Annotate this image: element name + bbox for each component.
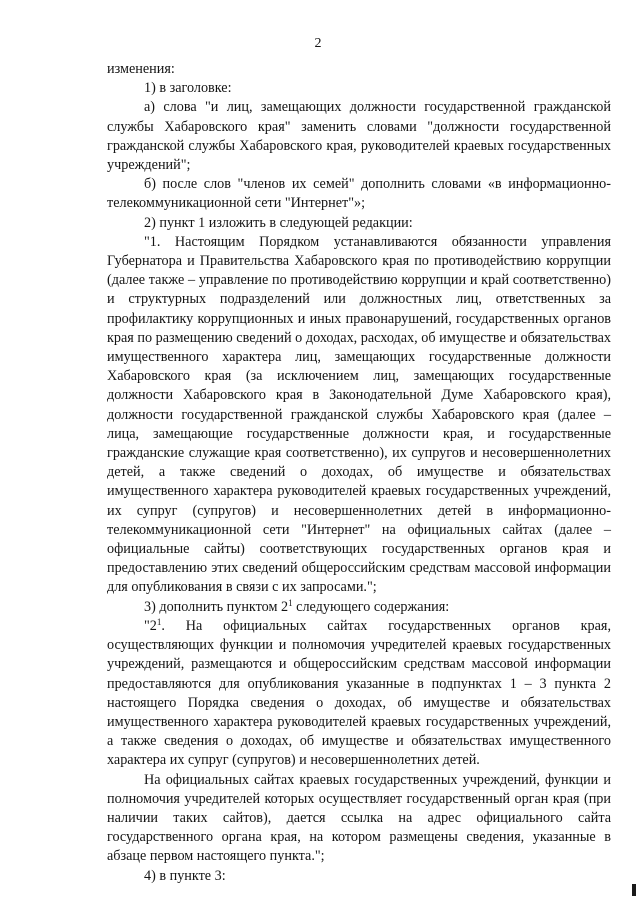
paragraph-text-tail: следующего содержания:	[292, 598, 450, 615]
paragraph-text: 4) в пункте 3:	[144, 867, 226, 884]
paragraph-text: 1) в заголовке:	[144, 80, 232, 97]
page-number: 2	[314, 36, 322, 51]
paragraph-point-1-text	[107, 233, 611, 598]
paragraph-item-4	[107, 867, 611, 886]
paragraph-item-1	[107, 79, 611, 98]
paragraph-text: б) после слов "членов их семей" дополнить словами «в информационно-телекоммуникационной сети "Интернет"»;	[107, 176, 611, 212]
paragraph-item-2	[107, 214, 611, 233]
paragraph-item-3	[107, 598, 611, 617]
document-body	[107, 60, 611, 886]
paragraph-text: а) слова "и лиц, замещающих должности государственной гражданской службы Хабаровского края" заменить словами "должности государственной гражданской службы Хабаровского края, руководителей краевых государственных учреждений";	[107, 99, 611, 174]
paragraph-text: 2) пункт 1 изложить в следующей редакции:	[144, 214, 413, 231]
paragraph-point-2-1-text	[107, 617, 611, 771]
paragraph-text-tail: . На официальных сайтах государственных органов края, осуществляющих функции и полномочия учредителей краевых государственных учреждений, размещаются и общероссийским средствам массовой информации предоставляются для опубликования указанные в подпунктах 1 – 3 пункта 2 настоящего Порядка сведения о доходах, об имуществе и обязательствах имущественного характера руководителей краевых государственных учреждений, а также сведения о доходах, об имуществе и обязательствах имущественного характера их супруг (супругов) и несовершеннолетних детей.	[107, 617, 611, 769]
paragraph-text: "1. Настоящим Порядком устанавливаются обязанности управления Губернатора и Правительства Хабаровского края по противодействию коррупции (далее также – управление по противодействию коррупции и край соответственно) и структурных подразделений или должностных лиц, ответственных за профилактику коррупционных и иных правонарушений, государственных органов края по размещению сведений о доходах, расходах, об имуществе и обязательствах имущественного характера лиц, замещающих государственные должности Хабаровского края (за исключением лиц, замещающих государственные должности Хабаровского края в Законодательной Думе Хабаровского края), должности государственной гражданской службы Хабаровского края (далее – лица, замещающие государственные должности края, и государственные гражданские служащие края соответственно), их супругов и несовершеннолетних детей, а также сведений о доходах, об имуществе и обязательствах имущественного характера руководителей краевых государственных учреждений, их супруг (супругов) и несовершеннолетних детей в информационно-телекоммуникационной сети "Интернет" на официальных сайтах (далее – официальные сайты) соответствующих государственных органов края и предоставлению этих сведений общероссийским средствам массовой информации для опубликования в связи с их запросами.";	[107, 233, 611, 596]
paragraph-changes-intro	[107, 60, 611, 79]
paragraph-point-2-1-second	[107, 771, 611, 867]
paragraph-text: "2	[144, 617, 157, 634]
paragraph-subitem-a	[107, 98, 611, 175]
paragraph-text: На официальных сайтах краевых государственных учреждений, функции и полномочия учредителей которых осуществляет государственный орган края (при наличии таких сайтов), дается ссылка на адрес официального сайта государственного органа края, на котором размещены сведения, указанные в абзаце первом настоящего пункта.";	[107, 771, 611, 865]
scan-edge-mark	[632, 884, 636, 896]
paragraph-subitem-b	[107, 175, 611, 213]
paragraph-text: изменения:	[107, 61, 175, 77]
superscript: 1	[288, 597, 293, 608]
superscript: 1	[156, 616, 162, 627]
paragraph-text: 3) дополнить пунктом 2	[144, 598, 289, 615]
